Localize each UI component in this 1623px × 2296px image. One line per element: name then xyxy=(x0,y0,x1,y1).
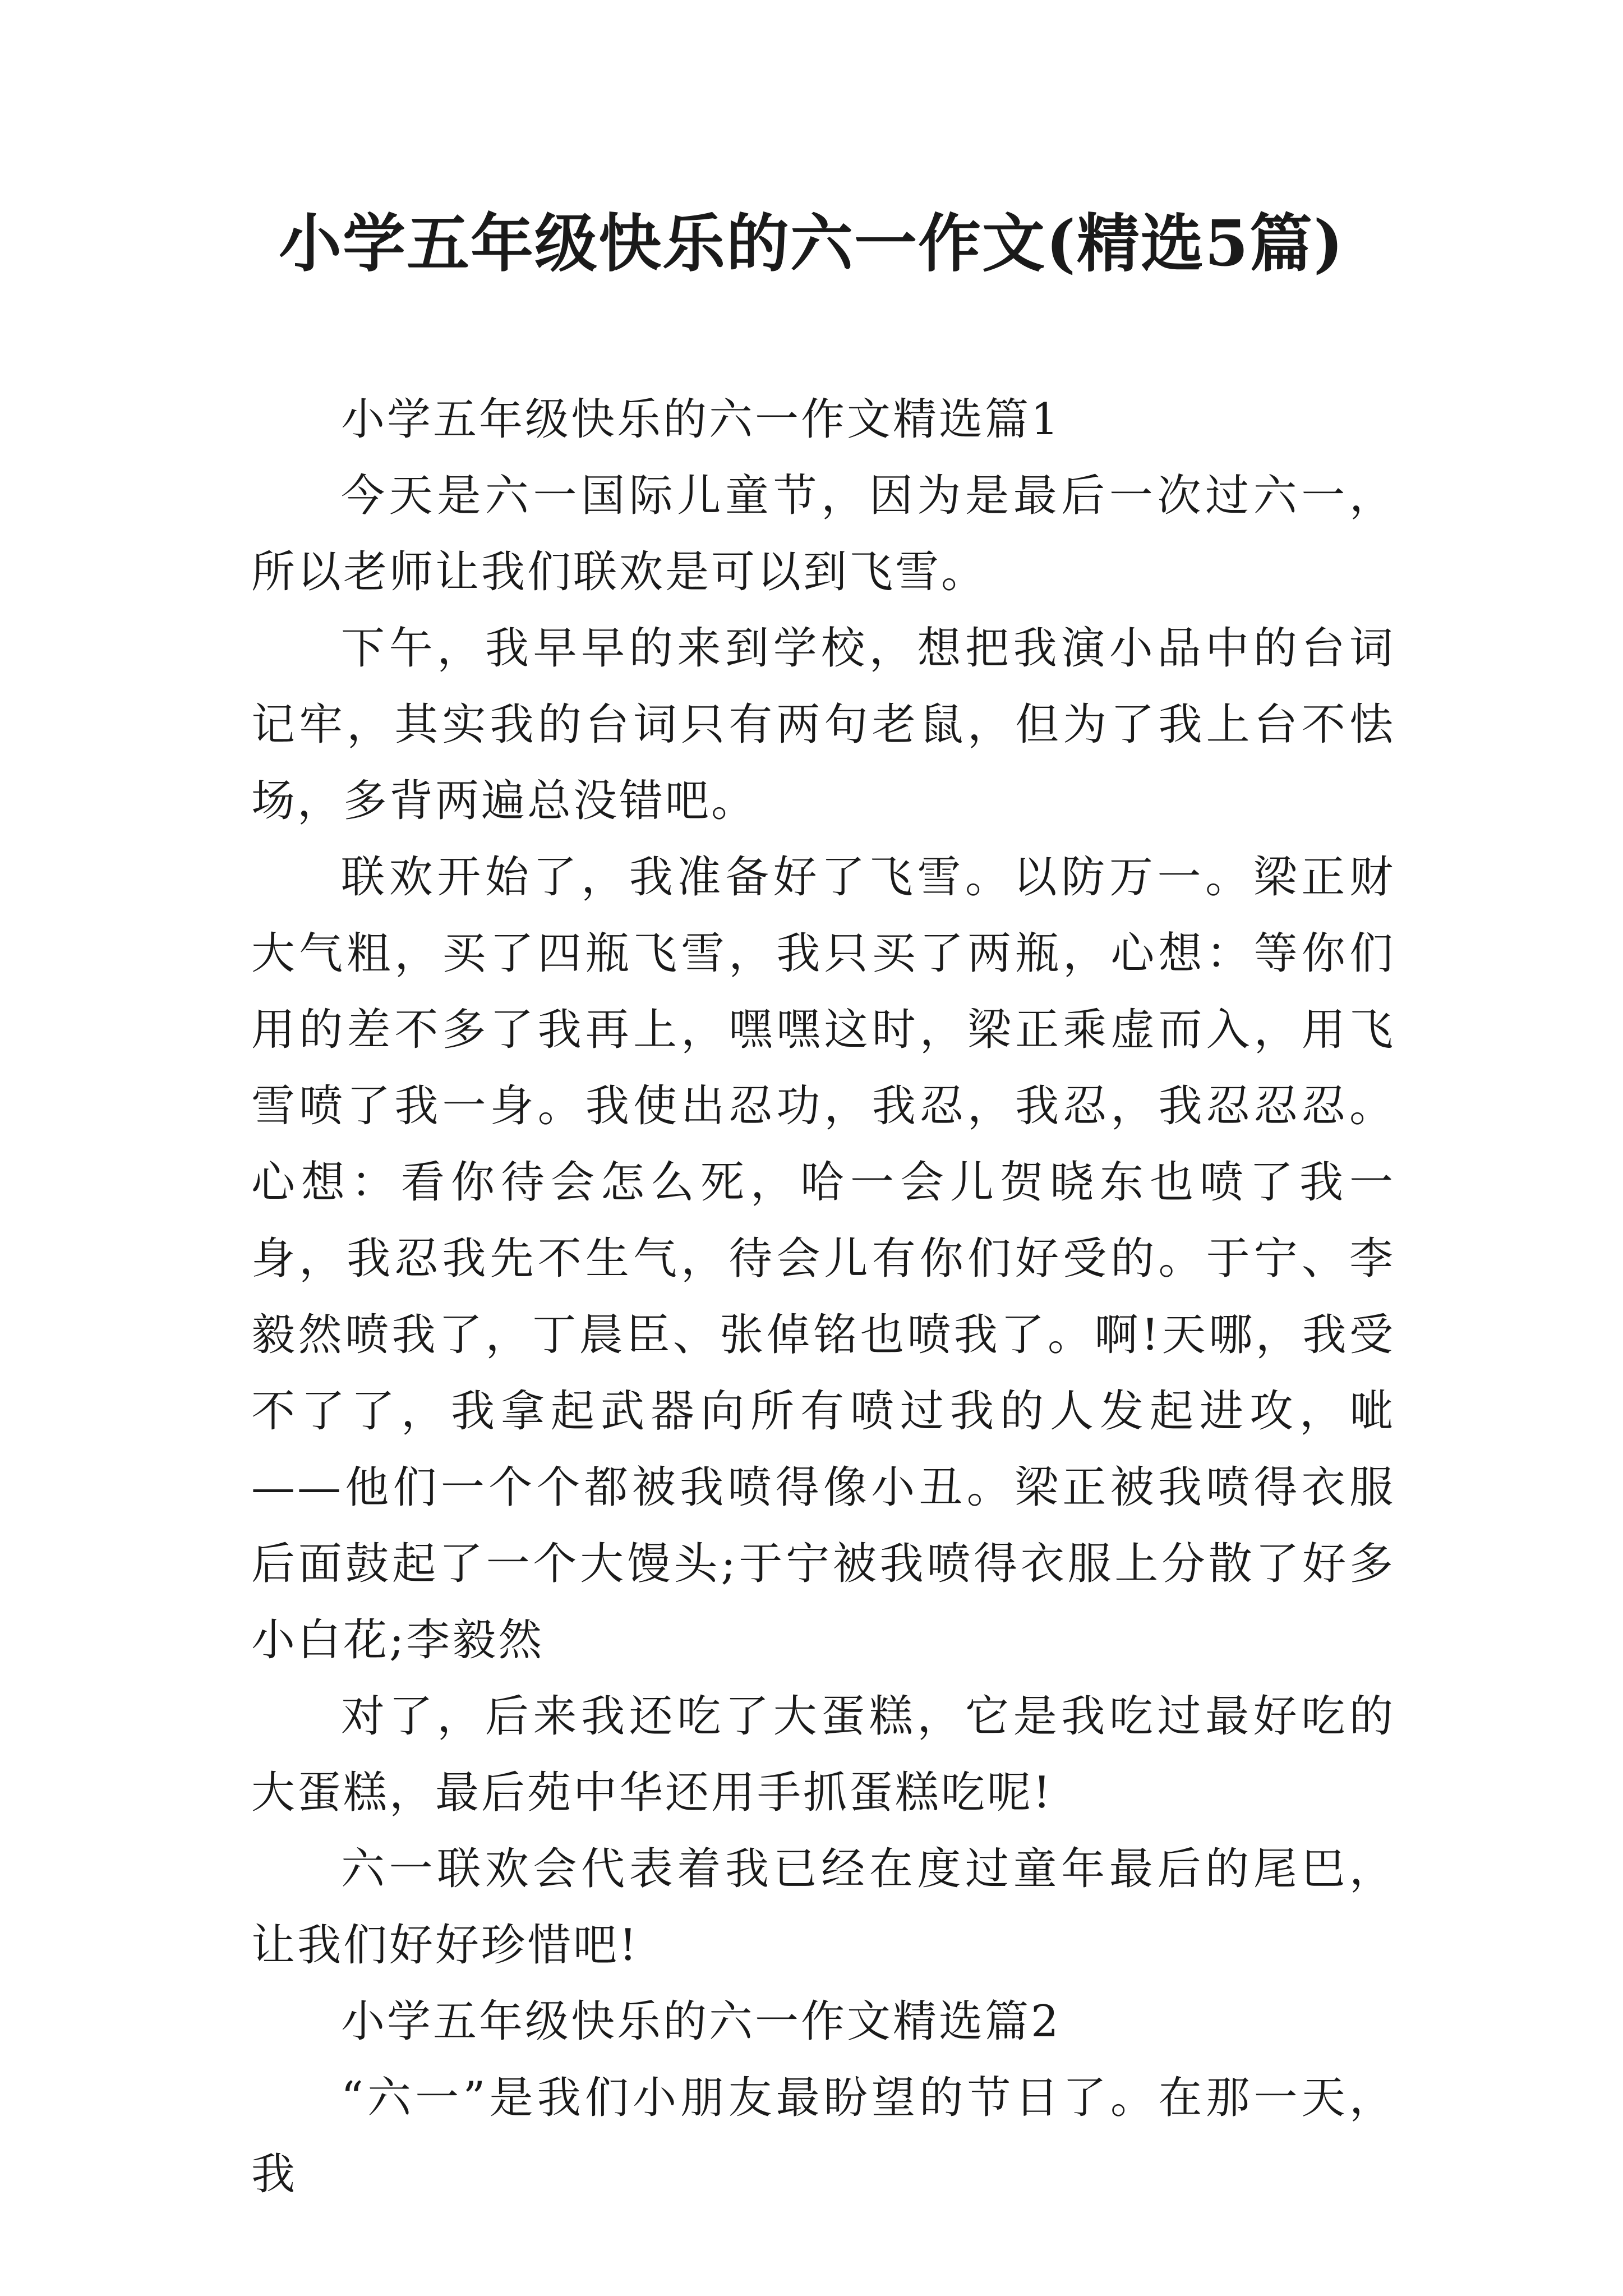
paragraph: “六一”是我们小朋友最盼望的节日了。在那一天，我 xyxy=(251,2073,1395,2200)
paragraph: 今天是六一国际儿童节，因为是最后一次过六一，所以老师让我们联欢是可以到飞雪。 xyxy=(251,471,1395,597)
document-title: 小学五年级快乐的六一作文(精选5篇) xyxy=(279,207,1344,280)
document-body xyxy=(251,381,1395,2212)
paragraph: 下午，我早早的来到学校，想把我演小品中的台词记牢，其实我的台词只有两句老鼠，但为了我上台不怯场，多背两遍总没错吧。 xyxy=(251,623,1395,826)
section-heading-2: 小学五年级快乐的六一作文精选篇2 xyxy=(341,1996,1061,2047)
paragraph: 对了，后来我还吃了大蛋糕，它是我吃过最好吃的大蛋糕，最后苑中华还用手抓蛋糕吃呢! xyxy=(251,1691,1395,1818)
section-heading-1: 小学五年级快乐的六一作文精选篇1 xyxy=(341,394,1061,445)
paragraph: 联欢开始了，我准备好了飞雪。以防万一。梁正财大气粗，买了四瓶飞雪，我只买了两瓶，心想：等你们用的差不多了我再上，嘿嘿这时，梁正乘虚而入，用飞雪喷了我一身。我使出忍功，我忍，我忍，我忍忍忍。心想：看你待会怎么死，哈一会儿贺晓东也喷了我一身，我忍我先不生气，待会儿有你们好受的。于宁、李毅然喷我了，丁晨臣、张倬铭也喷我了。啊!天哪，我受不了了，我拿起武器向所有喷过我的人发起进攻，呲——他们一个个都被我喷得像小丑。梁正被我喷得衣服后面鼓起了一个大馒头;于宁被我喷得衣服上分散了好多小白花;李毅然 xyxy=(251,852,1395,1665)
paragraph: 六一联欢会代表着我已经在度过童年最后的尾巴，让我们好好珍惜吧! xyxy=(251,1844,1395,1971)
